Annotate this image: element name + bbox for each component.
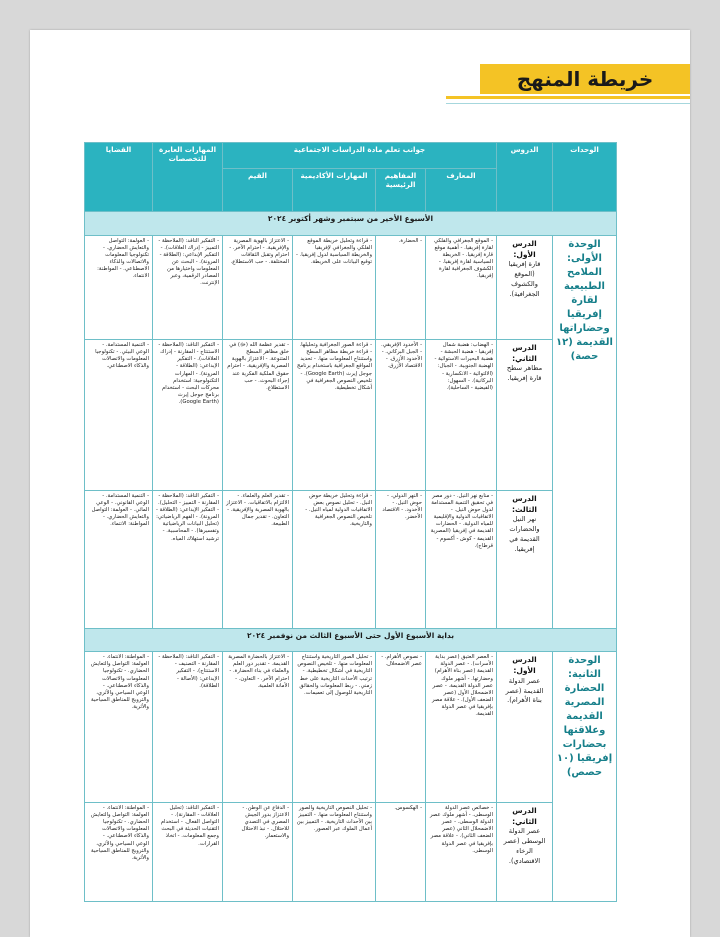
header-lessons: الدروس xyxy=(497,143,553,212)
lesson-cell xyxy=(497,339,553,490)
academic-skills-cell: - قراءة وتحليل خريطة الموقع الفلكي والجغرافي لإفريقيا والخريطة السياسية لدول إفريقيا. - توقيع البيانات على الخريطة. xyxy=(293,235,376,339)
knowledge-cell: - الهضاب: هضبة شمال إفريقيا - هضبة الحبشة - هضبة البحيرات الاستوائية - الهضبة الجنوبية. - الجبال: (الالتوائية - الانكسارية - البركانية). - السهول: (الفيضية - الساحلية). xyxy=(426,339,497,490)
values-cell: - تقدير العلم والعلماء. - الالتزام بالاتفاقيات. - الاعتزاز بالهوية المصرية والإفريقية. - التعاون. - تقدير جمال الطبيعة. xyxy=(223,490,293,628)
curriculum-table xyxy=(84,142,617,902)
cross-skills-cell: - التفكير الناقد: (الملاحظة - الاستنتاج - المقارنة - إدراك العلاقات). - التفكير الإبداعي: (الطلاقة - المرونة). - المهارات التكنولوجية: استخدام محركات البحث - استخدام برنامج جوجل إيرث (Google Earth). xyxy=(153,339,223,490)
header-academic-skills: المهارات الأكاديمية xyxy=(293,168,376,211)
lesson-title: الدرس الثالث: xyxy=(511,493,538,514)
page-title: خريطة المنهج xyxy=(480,64,690,94)
header-row-1 xyxy=(85,143,617,169)
table-row xyxy=(85,490,617,628)
header-units: الوحدات xyxy=(553,143,617,212)
academic-skills-cell: - تحليل النصوص التاريخية والصور واستنتاج المعلومات منها. - التمييز بين الأحداث التاريخية. - التمييز بين أعمال الملوك عبر العصور. xyxy=(293,802,376,901)
issues-cell: - التنمية المستدامة. - الوعي البيئي. - تكنولوجيا المعلومات والاتصالات والذكاء الاصطناعي. xyxy=(85,339,153,490)
lesson-name: عصر الدولة القديمة (عصر بناة الأهرام). xyxy=(505,676,544,705)
period-label: الأسبوع الأخير من سبتمبر وشهر أكتوبر ٢٠٢٤ xyxy=(85,211,617,235)
issues-cell: - المواطنة: الانتماء. - العولمة: التواصل والتعايش الحضاري. - تكنولوجيا المعلومات والاتصالات والذكاء الاصطناعي. - الوعي السياحي والأثري، والترويج للمناطق السياحية والأثرية. xyxy=(85,802,153,901)
cross-skills-cell: - التفكير الناقد: (الملاحظة - التمييز - إدراك العلاقات). - التفكير الإبداعي: (الطلاقة - المرونة). - البحث عن المعلومات واختيارها من المصادر الرقمية، وعبر الإنترنت. xyxy=(153,235,223,339)
lesson-name: قارة إفريقيا (الموقع والكشوف الجغرافية). xyxy=(508,260,541,298)
knowledge-cell: - منابع نهر النيل. - دور مصر في تحقيق التنمية المستدامة لدول حوض النيل. - الاتفاقيات الدولية والإقليمية للمياه الدولية. - الحضارات القديمة في إفريقيا (المصرية القديمة - كوش - أكسوم - قرطاج). xyxy=(426,490,497,628)
header-concepts: المفاهيم الرئيسية xyxy=(376,168,426,211)
table-row xyxy=(85,339,617,490)
title-underline-thin xyxy=(446,103,690,104)
academic-skills-cell: - قراءة وتحليل خريطة حوض النيل. - تحليل نصوص بعض الاتفاقيات الدولية لمياه النيل. - تلخيص النصوص الجغرافية والتاريخية. xyxy=(293,490,376,628)
lesson-cell xyxy=(497,802,553,901)
lesson-name: عصر الدولة الوسطى (عصر الرخاء الاقتصادي). xyxy=(503,827,546,866)
lesson-title: الدرس الأول: xyxy=(512,238,537,259)
unit-cell: الوحدة الثانية: الحضارة المصرية القديمة وعلاقتها بحضارات إفريقيا (١٠ حصص) xyxy=(553,652,617,902)
issues-cell: - العولمة: التواصل والتعايش الحضاري. - تكنولوجيا المعلومات والاتصالات والذكاء الاصطناعي. - المواطنة: الانتماء. xyxy=(85,235,153,339)
lesson-cell xyxy=(497,490,553,628)
header-knowledge: المعارف xyxy=(426,168,497,211)
cross-skills-cell: - التفكير الناقد: (الملاحظة - المقارنة - التمييز - التحليل). - التفكير الإبداعي: (الطلاقة - المرونة). - الفهم الرياضياتي: (تحليل البيانات الرياضياتية وتفسيرها). - المحاسبية. - ترشيد استهلاك المياه. xyxy=(153,490,223,628)
header-values: القيم xyxy=(223,168,293,211)
lesson-cell xyxy=(497,652,553,803)
values-cell: - الدفاع عن الوطن. - الاعتزاز بدور الجيش المصري في التصدي للاحتلال. - نبذ الاحتلال والاستعمار. xyxy=(223,802,293,901)
knowledge-cell: - خصائص عصر الدولة الوسطى. - أشهر ملوك عصر الدولة الوسطى. - عصر الاضمحلال الثاني (عصر الضعف الثاني). - علاقة مصر بإفريقيا في عصر الدولة الوسطى. xyxy=(426,802,497,901)
table-row xyxy=(85,802,617,901)
period-label: بداية الأسبوع الأول حتى الأسبوع الثالث من نوفمبر ٢٠٢٤ xyxy=(85,628,617,652)
academic-skills-cell: - تحليل الصور التاريخية واستنتاج المعلومات منها. - تلخيص النصوص التاريخية في أشكال تخطيطية. - ترتيب الأحداث التاريخية على خط زمني. - ربط المعلومات والحقائق التاريخية للوصول إلى تعميمات. xyxy=(293,652,376,803)
values-cell: - الاعتزاز بالهوية المصرية والإفريقية. - احترام الآخر. - احترام وتقبل الثقافات المختلفة. - حب الاستطلاع. xyxy=(223,235,293,339)
lesson-name: مظاهر سطح قارة إفريقيا. xyxy=(506,364,543,383)
academic-skills-cell: - قراءة الصور الجغرافية وتحليلها. - قراءة خريطة مظاهر السطح واستنتاج المعلومات منها. - تحديد المواقع الجغرافية باستخدام برنامج جوجل إيرث (Google Earth). - تلخيص النصوص الجغرافية في أشكال تخطيطية. xyxy=(293,339,376,490)
lesson-title: الدرس الأول: xyxy=(512,655,537,676)
lesson-cell xyxy=(497,235,553,339)
cross-skills-cell: - التفكير الناقد: (تحليل العلاقات - المقارنة). - التواصل الفعال. - استخدام التقنيات الحديثة في البحث وجمع المعلومات. - اتخاذ القرارات. xyxy=(153,802,223,901)
table-row xyxy=(85,652,617,803)
period-row xyxy=(85,628,617,652)
title-underline xyxy=(446,96,690,99)
header-aspects: جوانب تعلم مادة الدراسات الاجتماعية xyxy=(223,143,497,169)
issues-cell: - التنمية المستدامة. - الوعي القانوني. - الوعي المائي. - العولمة: التواصل والتعايش الحضاري. - المواطنة: الانتماء. xyxy=(85,490,153,628)
concepts-cell: - الأخدود الإفريقي. - الجبل البركاني. - الأخدود الأزرق. - الاقتصاد الأزرق. xyxy=(376,339,426,490)
unit-cell: الوحدة الأولى: الملامح الطبيعية لقارة إفريقيا وحضاراتها القديمة (١٢ حصة) xyxy=(553,235,617,628)
knowledge-cell: - الموقع الجغرافي والفلكي لقارة إفريقيا. - أهمية موقع قارة إفريقيا. - الخريطة السياسية لقارة إفريقيا. - الكشوف الجغرافية لقارة إفريقيا. xyxy=(426,235,497,339)
concepts-cell: - الهكسوس. xyxy=(376,802,426,901)
concepts-cell: - النهر الدولي. - حوض النيل. - الأخدود. - الاقتصاد الأخضر. xyxy=(376,490,426,628)
period-row xyxy=(85,211,617,235)
lesson-title: الدرس الثاني: xyxy=(512,805,537,827)
concepts-cell: - نصوص الأهرام. - عصر الاضمحلال. xyxy=(376,652,426,803)
table-row xyxy=(85,235,617,339)
header-cross-skills: المهارات العابرة للتخصصات xyxy=(153,143,223,212)
issues-cell: - المواطنة: الانتماء. - العولمة: التواصل والتعايش الحضاري. - تكنولوجيا المعلومات والاتصالات والذكاء الاصطناعي. - الوعي السياحي والأثري، والترويج للمناطق السياحية والأثرية. xyxy=(85,652,153,803)
page-title-banner xyxy=(446,64,690,126)
lesson-title: الدرس الثاني: xyxy=(512,342,537,364)
header-issues: القضايا xyxy=(85,143,153,212)
concepts-cell: - الحضارة. xyxy=(376,235,426,339)
values-cell: - الاعتزاز بالحضارة المصرية القديمة. - تقدير دور العلم والعلماء في بناء الحضارة. - احترام الآخر. - التعاون. - الأمانة العلمية. xyxy=(223,652,293,803)
knowledge-cell: - العصر العتيق (عصر بداية الأسرات). - عصر الدولة القديمة (عصر بناة الأهرام) وحضارتها. - أشهر ملوك عصر الدولة القديمة. - عصر الاضمحلال الأول (عصر الضعف الأول). - علاقة مصر بإفريقيا في عصر الدولة القديمة. xyxy=(426,652,497,803)
values-cell: - تقدير عظمة الله (ﷻ) في خلق مظاهر السطح المتنوعة. - الاعتزاز بالهوية المصرية والإفريقية. - احترام حقوق الملكية الفكرية عند إجراء البحوث. - حب الاستطلاع. xyxy=(223,339,293,490)
cross-skills-cell: - التفكير الناقد: (الملاحظة - المقارنة - التصنيف - الاستنتاج). - التفكير الإبداعي: (الأصالة - الطلاقة). xyxy=(153,652,223,803)
lesson-name: نهر النيل والحضارات القديمة في إفريقيا. xyxy=(509,515,540,553)
